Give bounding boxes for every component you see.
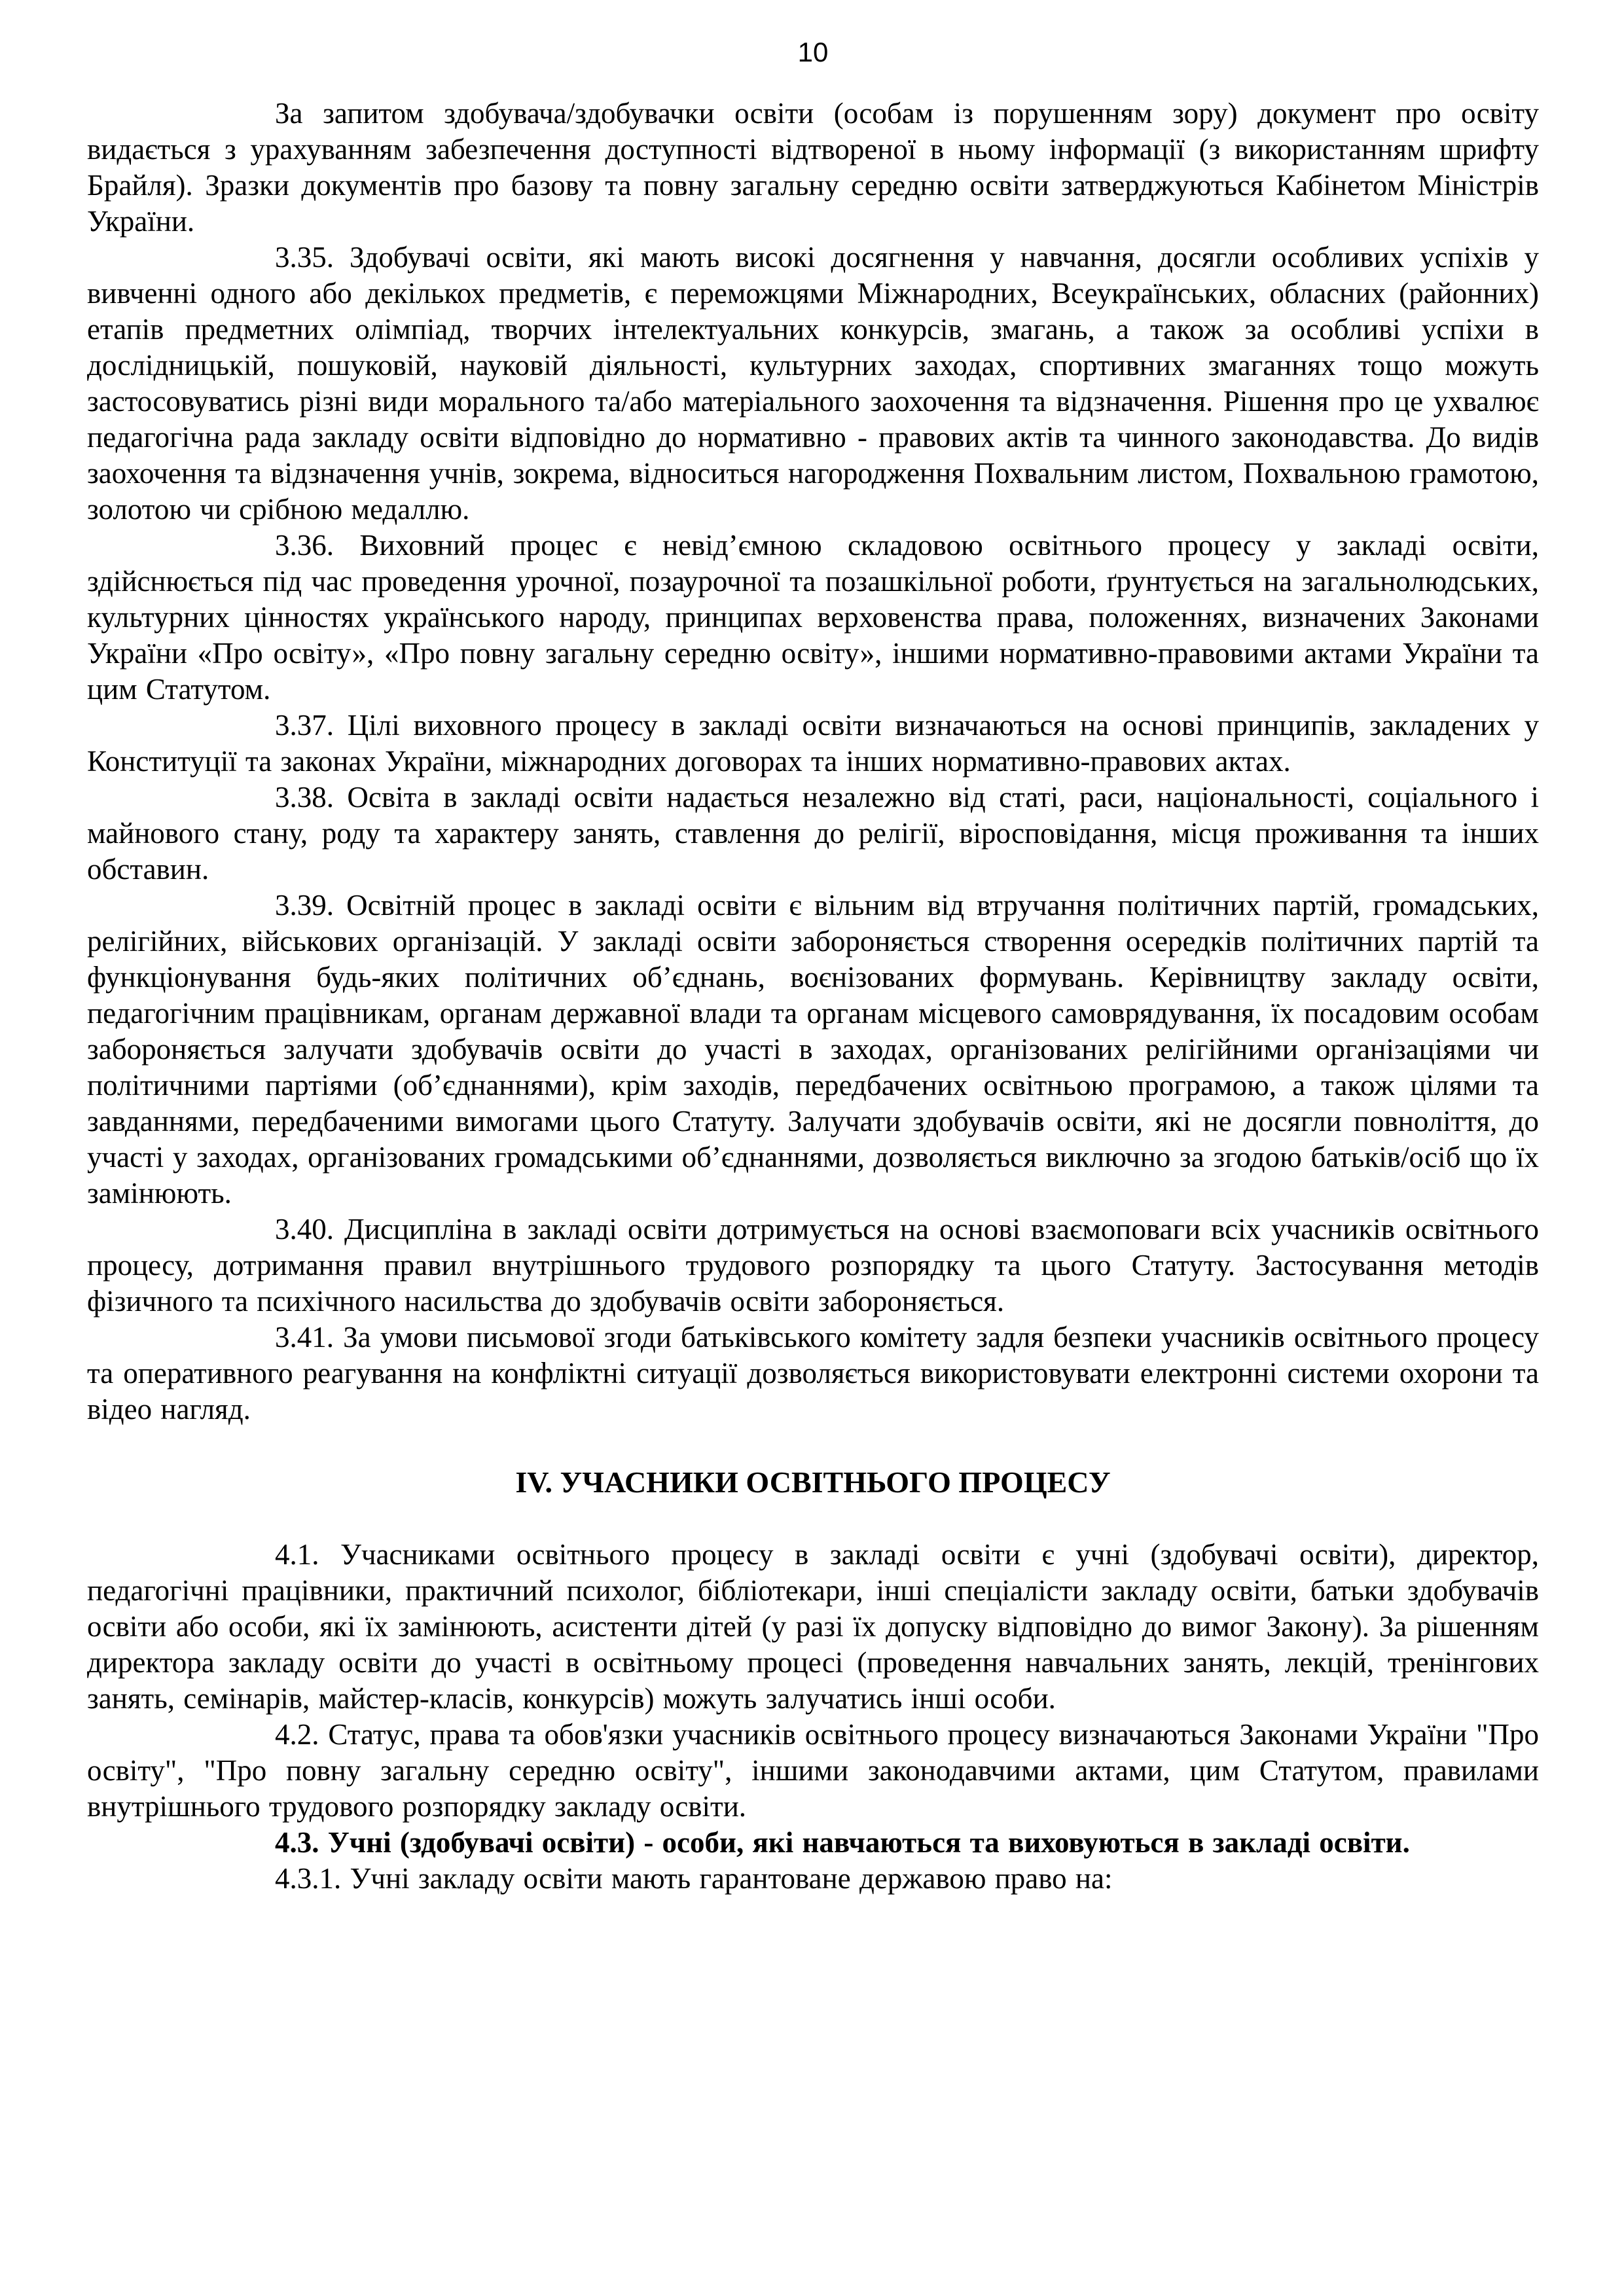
- paragraph-3-35: 3.35. Здобувачі освіти, які мають високі досягнення у навчання, досягли особливих успіхів у вивченні одного або декількох предметів, є переможцями Міжнародних, Всеукраїнських, обласних (районних) етапів предметних олімпіад, творчих інтелектуальних конкурсів, змагань, а також за особливі успіхи в дослідницькій, пошуковій, науковій діяльності, культурних заходах, спортивних змаганнях тощо можуть застосовуватись різні види морального та/або матеріального заохочення та відзначення. Рішення про це ухвалює педагогічна рада закладу освіти відповідно до нормативно - правових актів та чинного законодавства. До видів заохочення та відзначення учнів, зокрема, відноситься нагородження Похвальним листом, Похвальною грамотою, золотою чи срібною медаллю.: [87, 241, 1539, 526]
- section-heading-participants: IV. УЧАСНИКИ ОСВІТНЬОГО ПРОЦЕСУ: [515, 1465, 1111, 1499]
- paragraph-4-3: 4.3. Учні (здобувачі освіти) - особи, які навчаються та виховуються в закладі освіти.: [275, 1826, 1410, 1859]
- paragraph-4-3-1: 4.3.1. Учні закладу освіти мають гарантоване державою право на:: [275, 1862, 1113, 1895]
- paragraph-4-1: 4.1. Учасниками освітнього процесу в закладі освіти є учні (здобувачі освіти), директор, педагогічні працівники, практичний психолог, бібліотекари, інші спеціалісти закладу освіти, батьки здобувачів освіти або особи, які їх замінюють, асистенти дітей (у разі їх допуску відповідно до вимог Закону). За рішенням директора закладу освіти до участі в освітньому процесі (проведення навчальних занять, лекцій, тренінгових занять, семінарів, майстер-класів, конкурсів) можуть залучатись інші особи.: [87, 1538, 1539, 1715]
- paragraph-3-38: 3.38. Освіта в закладі освіти надається незалежно від статі, раси, національності, соціального і майнового стану, роду та характеру занять, ставлення до релігії, віросповідання, місця проживання та інших обставин.: [87, 781, 1539, 886]
- paragraph-3-39: 3.39. Освітній процес в закладі освіти є вільним від втручання політичних партій, громадських, релігійних, військових організацій. У закладі освіти забороняється створення осередків політичних партій та функціонування будь-яких політичних об’єднань, воєнізованих формувань. Керівництву закладу освіти, педагогічним працівникам, органам державної влади та органам місцевого самоврядування, їх посадовим особам забороняється залучати здобувачів освіти до участі в заходах, організованих релігійними організаціями чи політичними партіями (об’єднаннями), крім заходів, передбачених освітньою програмою, а також цілями та завданнями, передбаченими вимогами цього Статуту. Залучати здобувачів освіти, які не досягли повноліття, до участі у заходах, організованих громадськими об’єднаннями, дозволяється виключно за згодою батьків/осіб що їх замінюють.: [87, 889, 1539, 1210]
- page-content: [87, 37, 1539, 1897]
- paragraph-3-41: 3.41. За умови письмової згоди батьківського комітету задля безпеки учасників освітнього процесу та оперативного реагування на конфліктні ситуації дозволяється використовувати електронні системи охорони та відео нагляд.: [87, 1321, 1539, 1426]
- paragraph-document-request: За запитом здобувача/здобувачки освіти (особам із порушенням зору) документ про освіту видається з урахуванням забезпечення доступності відтвореної в ньому інформації (з використанням шрифту Брайля). Зразки документів про базову та повну загальну середню освіти затверджуються Кабінетом Міністрів України.: [87, 97, 1539, 238]
- paragraph-3-40: 3.40. Дисципліна в закладі освіти дотримується на основі взаємоповаги всіх учасників освітнього процесу, дотримання правил внутрішнього трудового розпорядку та цього Статуту. Застосування методів фізичного та психічного насильства до здобувачів освіти забороняється.: [87, 1213, 1539, 1318]
- paragraph-4-2: 4.2. Статус, права та обов'язки учасників освітнього процесу визначаються Законами України "Про освіту", "Про повну загальну середню освіту", іншими законодавчими актами, цим Статутом, правилами внутрішнього трудового розпорядку закладу освіти.: [87, 1718, 1539, 1823]
- page-number: 10: [797, 37, 829, 67]
- paragraph-3-36: 3.36. Виховний процес є невід’ємною складовою освітнього процесу у закладі освіти, здійснюється під час проведення урочної, позаурочної та позашкільної роботи, ґрунтується на загальнолюдських, культурних цінностях українського народу, принципах верховенства права, положеннях, визначених Законами України «Про освіту», «Про повну загальну середню освіту», іншими нормативно-правовими актами України та цим Статутом.: [87, 529, 1539, 706]
- paragraph-3-37: 3.37. Цілі виховного процесу в закладі освіти визначаються на основі принципів, закладених у Конституції та законах України, міжнародних договорах та інших нормативно-правових актах.: [87, 709, 1539, 778]
